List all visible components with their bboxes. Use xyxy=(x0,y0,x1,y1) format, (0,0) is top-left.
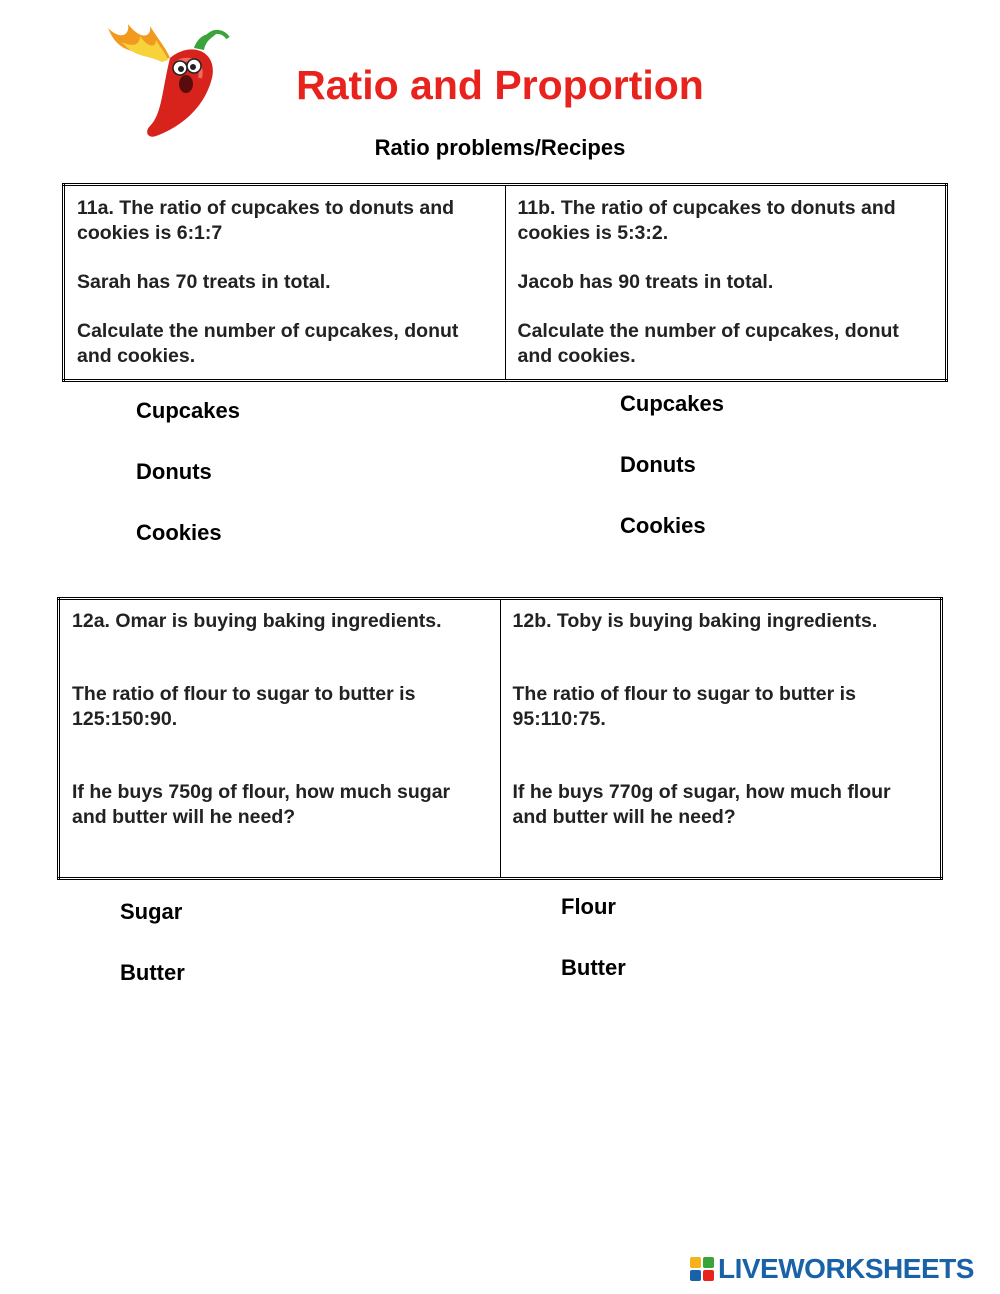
answer-label-11b-donuts: Donuts xyxy=(620,452,696,477)
problems-11-table xyxy=(62,183,948,382)
problem-12a-line3: If he buys 750g of flour, how much sugar and butter will he need? xyxy=(72,781,451,828)
answer-label-11a-cupcakes: Cupcakes xyxy=(136,398,240,423)
problem-12a-line2: The ratio of flour to sugar to butter is 125:150:90. xyxy=(72,683,416,730)
problem-11a-line2: Sarah has 70 treats in total. xyxy=(77,271,331,293)
problems-12-table xyxy=(57,597,943,880)
problem-11b-line2: Jacob has 90 treats in total. xyxy=(517,271,774,293)
problem-12a-cell xyxy=(59,599,501,879)
problem-11b-line3: Calculate the number of cupcakes, donut and cookies. xyxy=(517,320,899,367)
problem-12b-line3: If he buys 770g of sugar, how much flour and butter will he need? xyxy=(512,781,891,828)
liveworksheets-logo xyxy=(690,1252,974,1286)
page-title: Ratio and Proportion xyxy=(296,62,704,108)
problem-12b-line2: The ratio of flour to sugar to butter is 95:110:75. xyxy=(512,683,856,730)
problem-12b-cell xyxy=(500,599,942,879)
problem-11b-line1: 11b. The ratio of cupcakes to donuts and cookies is 5:3:2. xyxy=(517,197,896,244)
liveworksheets-logo-icon xyxy=(690,1257,714,1281)
answer-label-12a-sugar: Sugar xyxy=(120,899,183,924)
answer-label-11b-cupcakes: Cupcakes xyxy=(620,391,724,416)
answer-label-11a-cookies: Cookies xyxy=(136,520,222,545)
answer-label-11a-donuts: Donuts xyxy=(136,459,212,484)
problem-11a-line1: 11a. The ratio of cupcakes to donuts and cookies is 6:1:7 xyxy=(77,197,455,244)
problem-11a-cell xyxy=(64,185,506,381)
answer-label-12b-flour: Flour xyxy=(561,894,616,919)
answer-label-11b-cookies: Cookies xyxy=(620,513,706,538)
answer-label-12a-butter: Butter xyxy=(120,960,185,985)
problem-12a-line1: 12a. Omar is buying baking ingredients. xyxy=(72,610,442,632)
problem-11b-cell xyxy=(505,185,947,381)
problem-12b-line1: 12b. Toby is buying baking ingredients. xyxy=(512,610,878,632)
liveworksheets-logo-text: LIVEWORKSHEETS xyxy=(718,1253,974,1284)
answer-label-12b-butter: Butter xyxy=(561,955,626,980)
page-subtitle: Ratio problems/Recipes xyxy=(374,135,626,160)
problem-11a-line3: Calculate the number of cupcakes, donut and cookies. xyxy=(77,320,459,367)
